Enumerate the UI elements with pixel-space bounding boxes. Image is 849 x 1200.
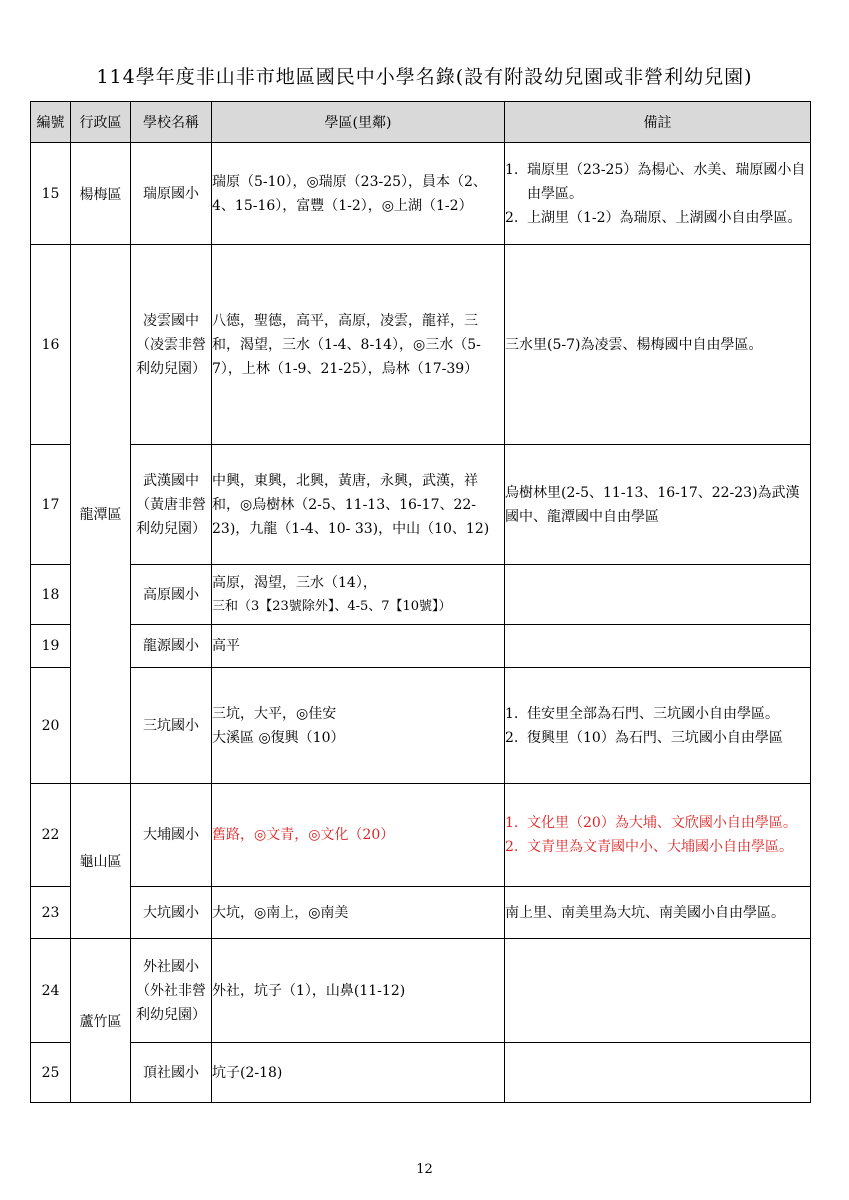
district-cell: 龜山區 xyxy=(71,784,131,939)
district-cell: 楊梅區 xyxy=(71,143,131,245)
notes-cell xyxy=(505,143,811,245)
zone-line: 三坑，大平，◎佳安 xyxy=(212,705,337,722)
zone-cell: 八德，聖德，高平，高原，凌雲，龍祥，三和，渴望，三水（1-4、8-14），◎三水（5-7），上林（1-9、21-25），烏林（17-39） xyxy=(212,245,505,445)
school-name: 瑞原國小 xyxy=(131,143,212,245)
row-number: 16 xyxy=(31,245,71,445)
header-number: 編號 xyxy=(31,102,71,143)
table-row xyxy=(31,445,811,565)
zone-cell: 高平 xyxy=(212,625,505,668)
document-title: 114學年度非山非市地區國民中小學名錄(設有附設幼兒園或非營利幼兒園) xyxy=(96,66,753,88)
table-row xyxy=(31,887,811,939)
table-row xyxy=(31,939,811,1043)
table-row xyxy=(31,784,811,887)
zone-cell xyxy=(212,565,505,625)
table-header-row xyxy=(31,102,811,143)
note-item: 2. 上湖里（1-2）為瑞原、上湖國小自由學區。 xyxy=(505,209,802,226)
table-row xyxy=(31,245,811,445)
note-item: 1. 瑞原里（23-25）為楊心、水美、瑞原國小自由學區。 xyxy=(505,161,806,202)
notes-cell: 南上里、南美里為大坑、南美國小自由學區。 xyxy=(505,887,811,939)
school-name: 頂社國小 xyxy=(131,1043,212,1103)
zone-cell xyxy=(212,668,505,784)
district-cell: 蘆竹區 xyxy=(71,939,131,1103)
zone-cell: 中興，東興，北興，黃唐，永興，武漢，祥和，◎烏樹林（2-5、11-13、16-17、22-23)，九龍（1-4、10- 33)，中山（10、12) xyxy=(212,445,505,565)
zone-cell: 大坑，◎南上，◎南美 xyxy=(212,887,505,939)
notes-cell: 三水里(5-7)為凌雲、楊梅國中自由學區。 xyxy=(505,245,811,445)
school-name: 大坑國小 xyxy=(131,887,212,939)
district-cell: 龍潭區 xyxy=(71,245,131,784)
zone-line: 三和（3【23號除外】、4-5、7【10號】） xyxy=(212,598,452,614)
school-name: 武漢國中（黃唐非營利幼兒園） xyxy=(131,445,212,565)
table-row xyxy=(31,565,811,625)
notes-cell xyxy=(505,668,811,784)
row-number: 18 xyxy=(31,565,71,625)
zone-cell: 舊路，◎文青，◎文化（20） xyxy=(212,784,505,887)
note-item: 1. 文化里（20）為大埔、文欣國小自由學區。 xyxy=(505,815,797,831)
zone-line: 大溪區 ◎復興（10） xyxy=(212,729,345,746)
notes-cell xyxy=(505,1043,811,1103)
header-zone: 學區(里鄰) xyxy=(212,102,505,143)
school-name: 凌雲國中（凌雲非營利幼兒園） xyxy=(131,245,212,445)
school-name: 大埔國小 xyxy=(131,784,212,887)
page-number: 12 xyxy=(416,1162,433,1177)
table-row xyxy=(31,625,811,668)
zone-cell: 外社，坑子（1），山鼻(11-12) xyxy=(212,939,505,1043)
table-row xyxy=(31,143,811,245)
row-number: 25 xyxy=(31,1043,71,1103)
header-notes: 備註 xyxy=(505,102,811,143)
row-number: 17 xyxy=(31,445,71,565)
notes-cell xyxy=(505,625,811,668)
school-name: 三坑國小 xyxy=(131,668,212,784)
row-number: 23 xyxy=(31,887,71,939)
header-district: 行政區 xyxy=(71,102,131,143)
school-name: 外社國小（外社非營利幼兒園） xyxy=(131,939,212,1043)
zone-cell: 坑子(2-18) xyxy=(212,1043,505,1103)
row-number: 15 xyxy=(31,143,71,245)
header-school: 學校名稱 xyxy=(131,102,212,143)
zone-cell: 瑞原（5-10），◎瑞原（23-25），員本（2、4、15-16），富豐（1-2），◎上湖（1-2） xyxy=(212,143,505,245)
school-name: 高原國小 xyxy=(131,565,212,625)
table-row xyxy=(31,668,811,784)
note-item: 1. 佳安里全部為石門、三坑國小自由學區。 xyxy=(505,705,779,722)
notes-cell xyxy=(505,784,811,887)
row-number: 22 xyxy=(31,784,71,887)
table-row xyxy=(31,1043,811,1103)
row-number: 24 xyxy=(31,939,71,1043)
note-item: 2. 復興里（10）為石門、三坑國小自由學區 xyxy=(505,729,783,746)
notes-cell: 烏樹林里(2-5、11-13、16-17、22-23)為武漢國中、龍潭國中自由學區 xyxy=(505,445,811,565)
row-number: 20 xyxy=(31,668,71,784)
notes-cell xyxy=(505,939,811,1043)
zone-line: 高原，渴望，三水（14）， xyxy=(212,574,377,591)
note-item: 2. 文青里為文青國中小、大埔國小自由學區。 xyxy=(505,839,793,855)
notes-cell xyxy=(505,565,811,625)
school-name: 龍源國小 xyxy=(131,625,212,668)
row-number: 19 xyxy=(31,625,71,668)
school-roster-table xyxy=(30,101,811,1103)
